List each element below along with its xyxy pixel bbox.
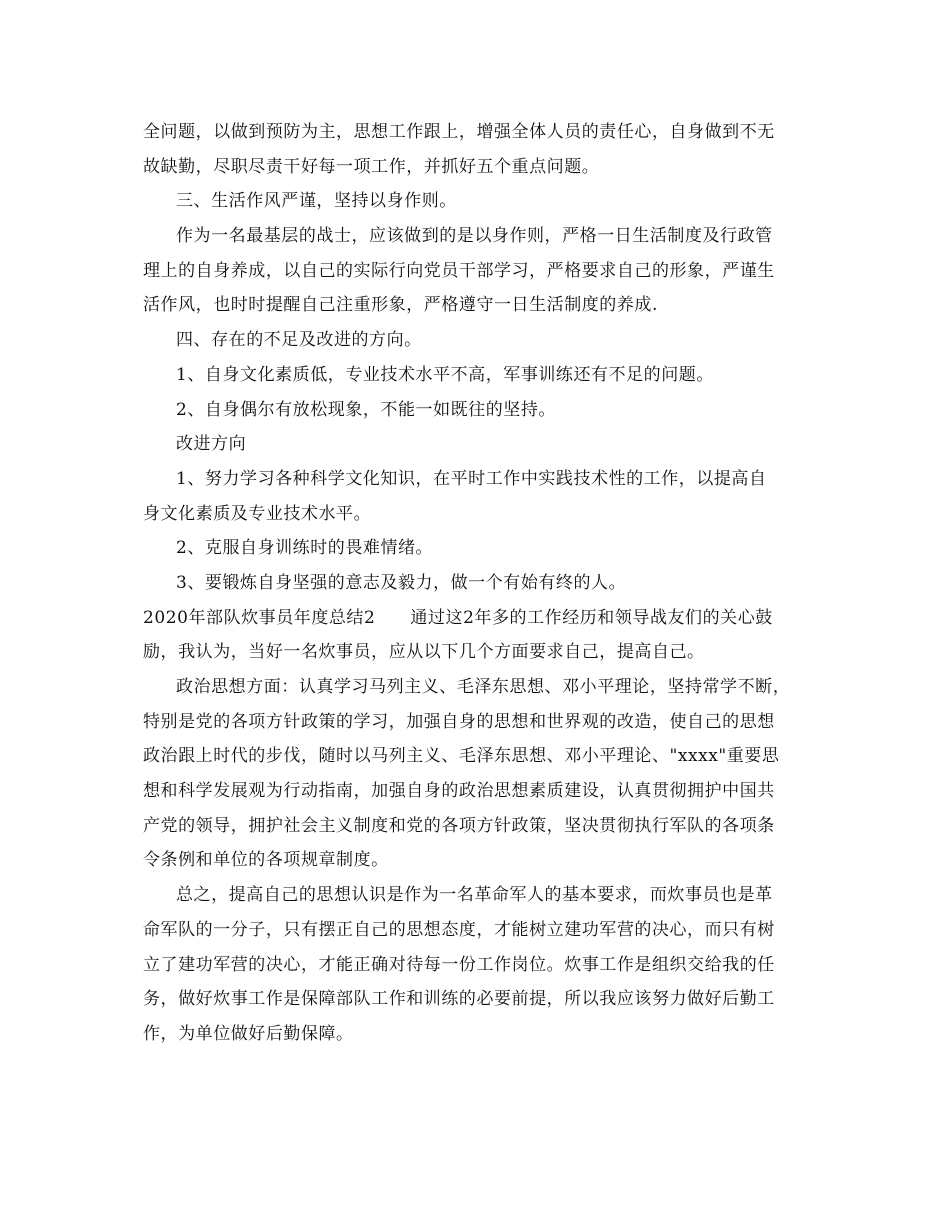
text-line: 务，做好炊事工作是保障部队工作和训练的必要前提，所以我应该努力做好后勤工 [143, 989, 775, 1010]
text-line: 政治思想方面：认真学习马列主义、毛泽东思想、邓小平理论，坚持常学不断， [176, 677, 791, 697]
text-line: 产党的领导，拥护社会主义制度和党的各项方针政策，坚决贯彻执行军队的各项条 [143, 815, 775, 836]
text-line: 2、自身偶尔有放松现象，不能一如既往的坚持。 [176, 399, 556, 420]
text-line: 作，为单位做好后勤保障。 [143, 1023, 354, 1044]
text-line: 故缺勤，尽职尽责干好每一项工作，并抓好五个重点问题。 [143, 156, 600, 177]
text-line: 政治跟上时代的步伐，随时以马列主义、毛泽东思想、邓小平理论、"xxxx"重要思 [143, 746, 780, 767]
text-line: 1、自身文化素质低，专业技术水平不高，军事训练还有不足的问题。 [176, 364, 714, 385]
text-line: 立了建功军营的决心，才能正确对待每一份工作岗位。炊事工作是组织交给我的任 [143, 954, 775, 975]
text-line: 三、生活作风严谨，坚持以身作则。 [176, 191, 457, 212]
document-body [143, 115, 808, 1052]
text-line: 作为一名最基层的战士，应该做到的是以身作则，严格一日生活制度及行政管 [176, 226, 773, 247]
text-line: 2、克服自身训练时的畏难情绪。 [176, 538, 434, 559]
text-line: 想和科学发展观为行动指南，加强自身的政治思想素质建设，认真贯彻拥护中国共 [143, 781, 775, 802]
text-line: 活作风，也时时提醒自己注重形象，严格遵守一日生活制度的养成. [143, 295, 658, 316]
text-line: 改进方向 [176, 434, 247, 455]
text-line: 1、努力学习各种科学文化知识，在平时工作中实践技术性的工作，以提高自 [176, 468, 767, 489]
text-line: 特别是党的各项方针政策的学习，加强自身的思想和世界观的改造，使自己的思想 [143, 711, 775, 732]
text-line: 命军队的一分子，只有摆正自己的思想态度，才能树立建功军营的决心，而只有树 [143, 919, 775, 940]
text-line: 3、要锻炼自身坚强的意志及毅力，做一个有始有终的人。 [176, 572, 627, 593]
text-line: 2020年部队炊事员年度总结2 通过这2年多的工作经历和领导战友们的关心鼓 [143, 607, 773, 628]
text-line: 全问题，以做到预防为主，思想工作跟上，增强全体人员的责任心，自身做到不无 [143, 122, 775, 142]
text-line: 四、存在的不足及改进的方向。 [176, 330, 422, 351]
text-line: 令条例和单位的各项规章制度。 [143, 850, 389, 871]
text-line: 身文化素质及专业技术水平。 [143, 503, 372, 524]
text-line: 总之，提高自己的思想认识是作为一名革命军人的基本要求，而炊事员也是革 [176, 885, 773, 906]
text-line: 理上的自身养成，以自己的实际行向党员干部学习，严格要求自己的形象，严谨生 [143, 260, 775, 281]
text-line: 励，我认为，当好一名炊事员，应从以下几个方面要求自己，提高自己。 [143, 642, 705, 663]
